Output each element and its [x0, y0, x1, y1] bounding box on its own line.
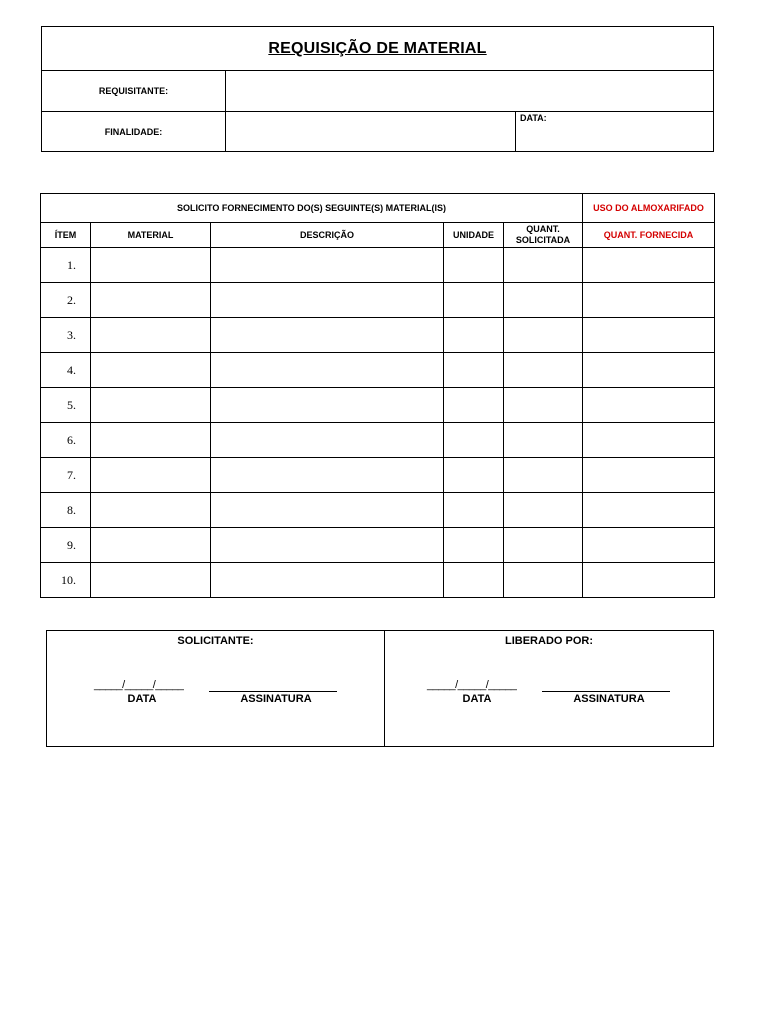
descricao-cell — [211, 493, 444, 528]
solicitante-assinatura-label: ASSINATURA — [240, 693, 312, 705]
material-cell — [91, 283, 211, 318]
solicitante-date-blank: _____/_____/_____ — [94, 679, 184, 691]
material-cell — [91, 493, 211, 528]
quant-solicitada-cell — [504, 423, 583, 458]
request-caption: SOLICITO FORNECIMENTO DO(S) SEGUINTE(S) MATERIAL(IS) — [41, 194, 583, 223]
signature-block — [46, 630, 714, 747]
page-title: REQUISIÇÃO DE MATERIAL — [268, 39, 487, 57]
material-cell — [91, 458, 211, 493]
material-cell — [91, 248, 211, 283]
item-number: 3. — [41, 318, 91, 353]
unidade-cell — [444, 493, 504, 528]
table-row — [41, 283, 715, 318]
col-descricao: DESCRIÇÃO — [211, 223, 444, 248]
quant-solicitada-cell — [504, 353, 583, 388]
finalidade-label: FINALIDADE: — [42, 111, 226, 152]
material-cell — [91, 388, 211, 423]
quant-fornecida-cell — [583, 458, 715, 493]
liberado-signature-line — [542, 691, 670, 692]
quant-fornecida-cell — [583, 388, 715, 423]
col-item: ÍTEM — [41, 223, 91, 248]
col-quant-solicitada-line2: SOLICITADA — [515, 235, 571, 245]
descricao-cell — [211, 528, 444, 563]
quant-fornecida-cell — [583, 283, 715, 318]
table-row — [41, 318, 715, 353]
unidade-cell — [444, 528, 504, 563]
item-number: 7. — [41, 458, 91, 493]
material-cell — [91, 353, 211, 388]
table-row — [41, 563, 715, 598]
material-cell — [91, 318, 211, 353]
finalidade-row — [42, 111, 713, 152]
table-row — [41, 248, 715, 283]
descricao-cell — [211, 248, 444, 283]
unidade-cell — [444, 388, 504, 423]
quant-solicitada-cell — [504, 248, 583, 283]
item-number: 8. — [41, 493, 91, 528]
liberado-data-label: DATA — [462, 693, 492, 705]
table-row — [41, 458, 715, 493]
unidade-cell — [444, 248, 504, 283]
descricao-cell — [211, 388, 444, 423]
quant-solicitada-cell — [504, 458, 583, 493]
table-row — [41, 423, 715, 458]
quant-fornecida-cell — [583, 353, 715, 388]
title-row — [42, 27, 713, 71]
quant-fornecida-cell — [583, 493, 715, 528]
quant-fornecida-cell — [583, 528, 715, 563]
unidade-cell — [444, 283, 504, 318]
item-number: 5. — [41, 388, 91, 423]
data-field — [515, 111, 714, 152]
almoxarifado-caption: USO DO ALMOXARIFADO — [583, 194, 715, 223]
table-row — [41, 353, 715, 388]
material-cell — [91, 528, 211, 563]
col-quant-solicitada-line1: QUANT. — [526, 224, 560, 234]
unidade-cell — [444, 563, 504, 598]
solicitante-title: SOLICITANTE: — [177, 635, 254, 647]
liberado-section — [385, 631, 713, 746]
col-material: MATERIAL — [91, 223, 211, 248]
solicitante-signature-line — [209, 691, 337, 692]
quant-fornecida-cell — [583, 423, 715, 458]
quant-solicitada-cell — [504, 388, 583, 423]
quant-fornecida-cell — [583, 318, 715, 353]
descricao-cell — [211, 458, 444, 493]
col-unidade: UNIDADE — [444, 223, 504, 248]
quant-fornecida-cell — [583, 563, 715, 598]
item-number: 2. — [41, 283, 91, 318]
quant-solicitada-cell — [504, 563, 583, 598]
descricao-cell — [211, 283, 444, 318]
table-row — [41, 493, 715, 528]
unidade-cell — [444, 423, 504, 458]
item-number: 6. — [41, 423, 91, 458]
table-row — [41, 388, 715, 423]
quant-solicitada-cell — [504, 318, 583, 353]
liberado-date-blank: _____/_____/_____ — [427, 679, 517, 691]
descricao-cell — [211, 318, 444, 353]
requisitante-label: REQUISITANTE: — [42, 70, 226, 111]
requisitante-row — [42, 70, 713, 112]
liberado-assinatura-label: ASSINATURA — [573, 693, 645, 705]
data-label: DATA: — [520, 113, 547, 123]
col-quant-solicitada — [504, 223, 583, 248]
header-block — [41, 26, 714, 152]
item-number: 1. — [41, 248, 91, 283]
material-table — [40, 193, 715, 598]
table-header-row — [41, 223, 715, 248]
unidade-cell — [444, 318, 504, 353]
liberado-title: LIBERADO POR: — [505, 635, 593, 647]
item-number: 4. — [41, 353, 91, 388]
solicitante-data-label: DATA — [127, 693, 157, 705]
descricao-cell — [211, 423, 444, 458]
quant-solicitada-cell — [504, 283, 583, 318]
unidade-cell — [444, 458, 504, 493]
quant-solicitada-cell — [504, 528, 583, 563]
table-body — [41, 248, 715, 598]
col-quant-fornecida: QUANT. FORNECIDA — [583, 223, 715, 248]
unidade-cell — [444, 353, 504, 388]
descricao-cell — [211, 353, 444, 388]
material-cell — [91, 423, 211, 458]
item-number: 10. — [41, 563, 91, 598]
item-number: 9. — [41, 528, 91, 563]
quant-fornecida-cell — [583, 248, 715, 283]
table-caption-row — [41, 194, 715, 223]
table-row — [41, 528, 715, 563]
material-cell — [91, 563, 211, 598]
solicitante-section — [47, 631, 385, 746]
descricao-cell — [211, 563, 444, 598]
quant-solicitada-cell — [504, 493, 583, 528]
